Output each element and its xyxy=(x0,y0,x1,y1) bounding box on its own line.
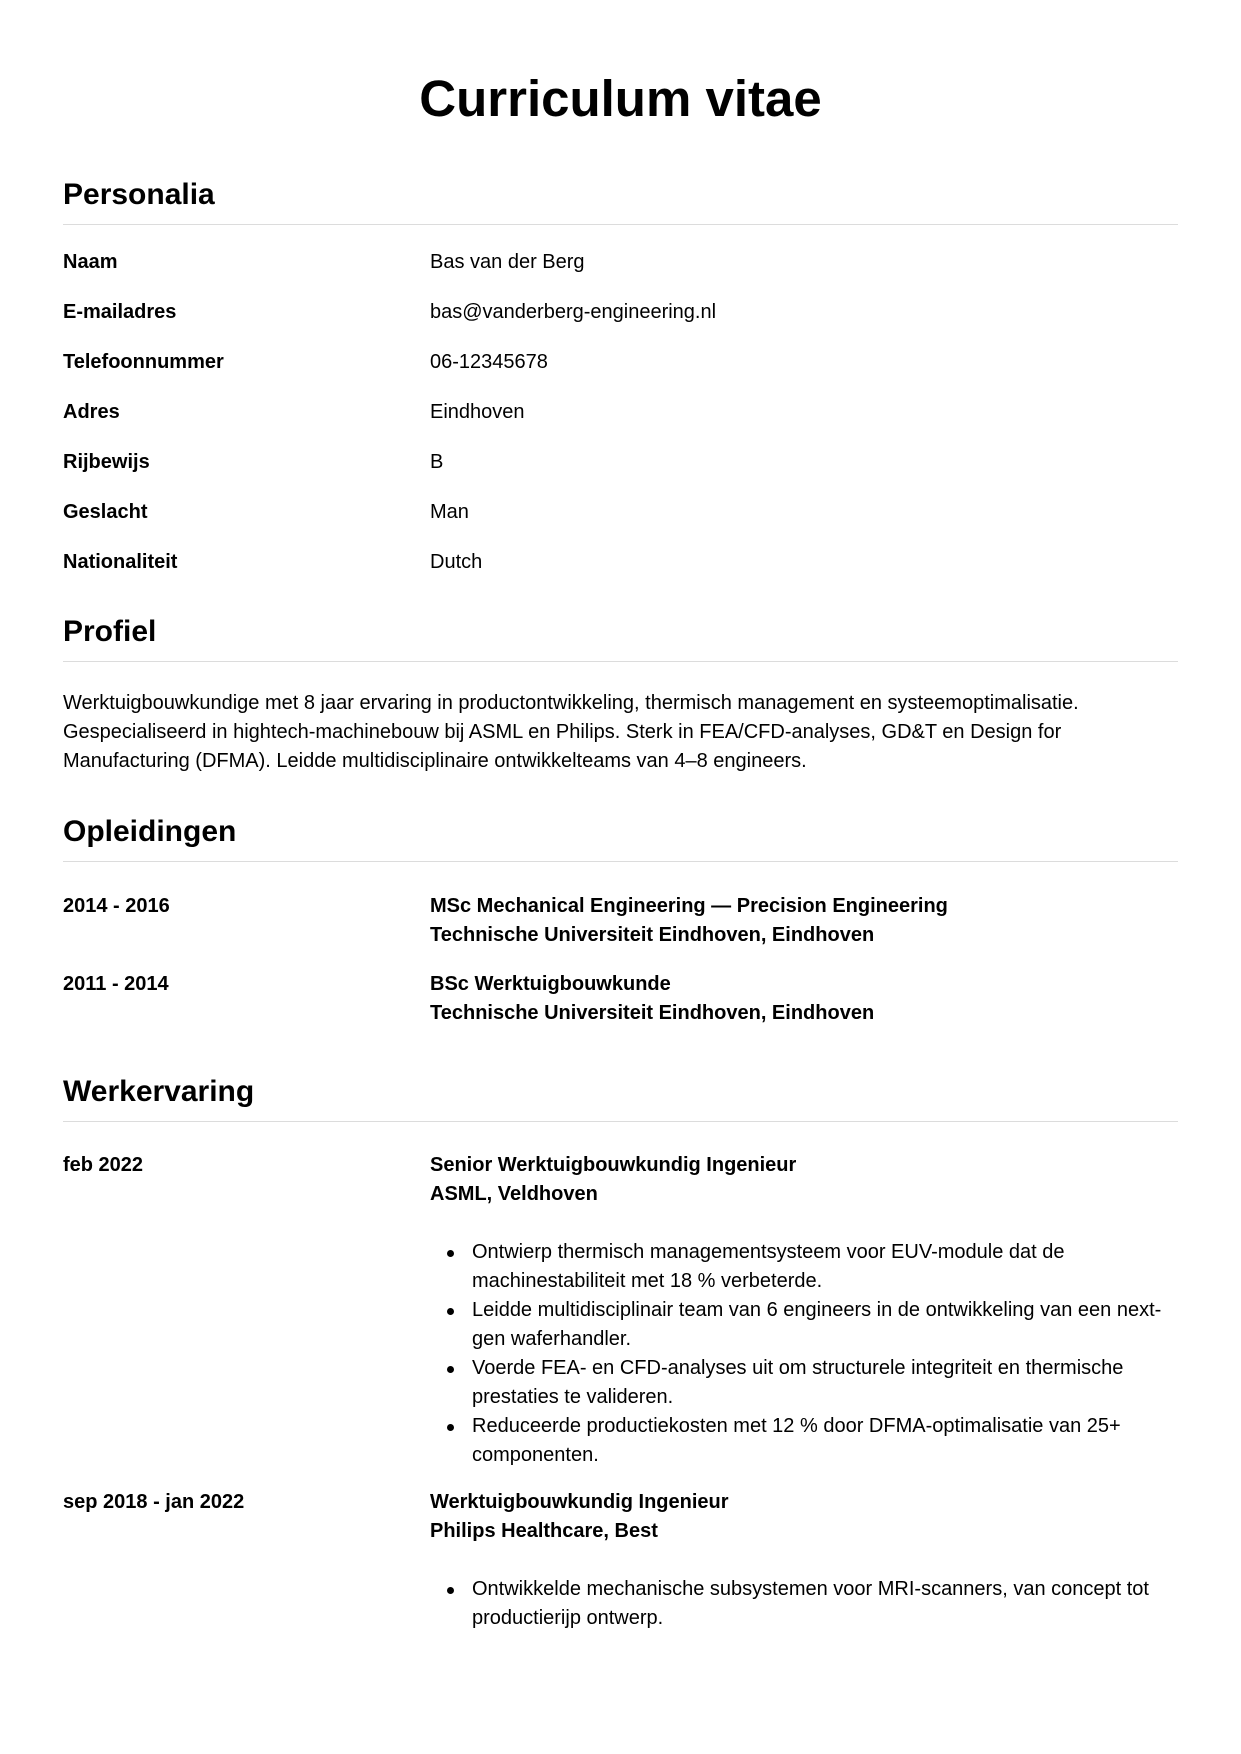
job-title: Werktuigbouwkundig Ingenieur xyxy=(430,1491,729,1513)
field-label: Adres xyxy=(63,401,120,423)
achievement-list xyxy=(430,1575,1178,1633)
work-detail xyxy=(430,1151,1178,1470)
education-detail xyxy=(430,892,1178,950)
education-list xyxy=(63,862,1178,1028)
education-detail xyxy=(430,970,1178,1028)
employer: Philips Healthcare, Best xyxy=(430,1520,658,1542)
section-heading-profiel: Profiel xyxy=(63,612,1178,662)
job-title: Senior Werktuigbouwkundig Ingenieur xyxy=(430,1154,797,1176)
education-period: 2011 - 2014 xyxy=(63,973,169,995)
achievement-list xyxy=(430,1238,1178,1470)
field-label: Naam xyxy=(63,251,118,273)
achievement-item: Ontwikkelde mechanische subsystemen voor MRI-scanners, van concept tot productierijp ontwerp. xyxy=(472,1575,1178,1633)
section-personalia xyxy=(63,175,1178,598)
education-item xyxy=(63,970,1178,1028)
section-werkervaring xyxy=(63,1072,1178,1633)
education-period: 2014 - 2016 xyxy=(63,895,170,917)
field-label: Geslacht xyxy=(63,501,148,523)
education-institution: Technische Universiteit Eindhoven, Eindhoven xyxy=(430,1002,875,1024)
personalia-row-nationaliteit xyxy=(63,548,1178,598)
field-value: Bas van der Berg xyxy=(430,251,585,273)
achievement-item: Voerde FEA- en CFD-analyses uit om structurele integriteit en thermische prestaties te valideren. xyxy=(472,1354,1178,1412)
work-list xyxy=(63,1122,1178,1633)
field-value: 06-12345678 xyxy=(430,351,548,373)
section-heading-opleidingen: Opleidingen xyxy=(63,812,1178,862)
field-label: Rijbewijs xyxy=(63,451,150,473)
achievement-item: Leidde multidisciplinair team van 6 engineers in de ontwikkeling van een next-gen waferhandler. xyxy=(472,1296,1178,1354)
work-period: feb 2022 xyxy=(63,1154,144,1176)
achievement-item: Ontwierp thermisch managementsysteem voor EUV-module dat de machinestabiliteit met 18 % verbeterde. xyxy=(472,1238,1178,1296)
document-title: Curriculum vitae xyxy=(419,70,822,127)
achievement-item: Reduceerde productiekosten met 12 % door DFMA-optimalisatie van 25+ componenten. xyxy=(472,1412,1178,1470)
profile-text: Werktuigbouwkundige met 8 jaar ervaring in productontwikkeling, thermisch management en systeemoptimalisatie. Gespecialiseerd in hightech-machinebouw bij ASML en Philips. Sterk in FEA/CFD-analyses, GD&T en Design for Manufacturing (DFMA). Leidde multidisciplinaire ontwikkelteams van 4–8 engineers. xyxy=(63,692,1079,772)
personalia-row-geslacht xyxy=(63,498,1178,548)
education-institution: Technische Universiteit Eindhoven, Eindhoven xyxy=(430,924,875,946)
work-period: sep 2018 - jan 2022 xyxy=(63,1491,245,1513)
personalia-row-adres xyxy=(63,398,1178,448)
education-item xyxy=(63,892,1178,950)
section-opleidingen xyxy=(63,812,1178,1028)
field-value: Eindhoven xyxy=(430,401,525,423)
field-value: bas@vanderberg-engineering.nl xyxy=(430,301,717,323)
section-profiel xyxy=(63,612,1178,776)
personalia-row-email xyxy=(63,298,1178,348)
field-label: Nationaliteit xyxy=(63,551,178,573)
section-heading-personalia: Personalia xyxy=(63,175,1178,225)
field-value: B xyxy=(430,451,444,473)
field-value: Dutch xyxy=(430,551,483,573)
work-item xyxy=(63,1151,1178,1470)
field-label: Telefoonnummer xyxy=(63,351,224,373)
personalia-row-rijbewijs xyxy=(63,448,1178,498)
education-degree: MSc Mechanical Engineering — Precision Engineering xyxy=(430,895,948,917)
field-label: E-mailadres xyxy=(63,301,177,323)
personalia-list xyxy=(63,225,1178,598)
work-item xyxy=(63,1488,1178,1633)
personalia-row-telefoon xyxy=(63,348,1178,398)
employer: ASML, Veldhoven xyxy=(430,1183,598,1205)
field-value: Man xyxy=(430,501,469,523)
work-detail xyxy=(430,1488,1178,1633)
personalia-row-naam xyxy=(63,248,1178,298)
section-heading-werkervaring: Werkervaring xyxy=(63,1072,1178,1122)
education-degree: BSc Werktuigbouwkunde xyxy=(430,973,671,995)
